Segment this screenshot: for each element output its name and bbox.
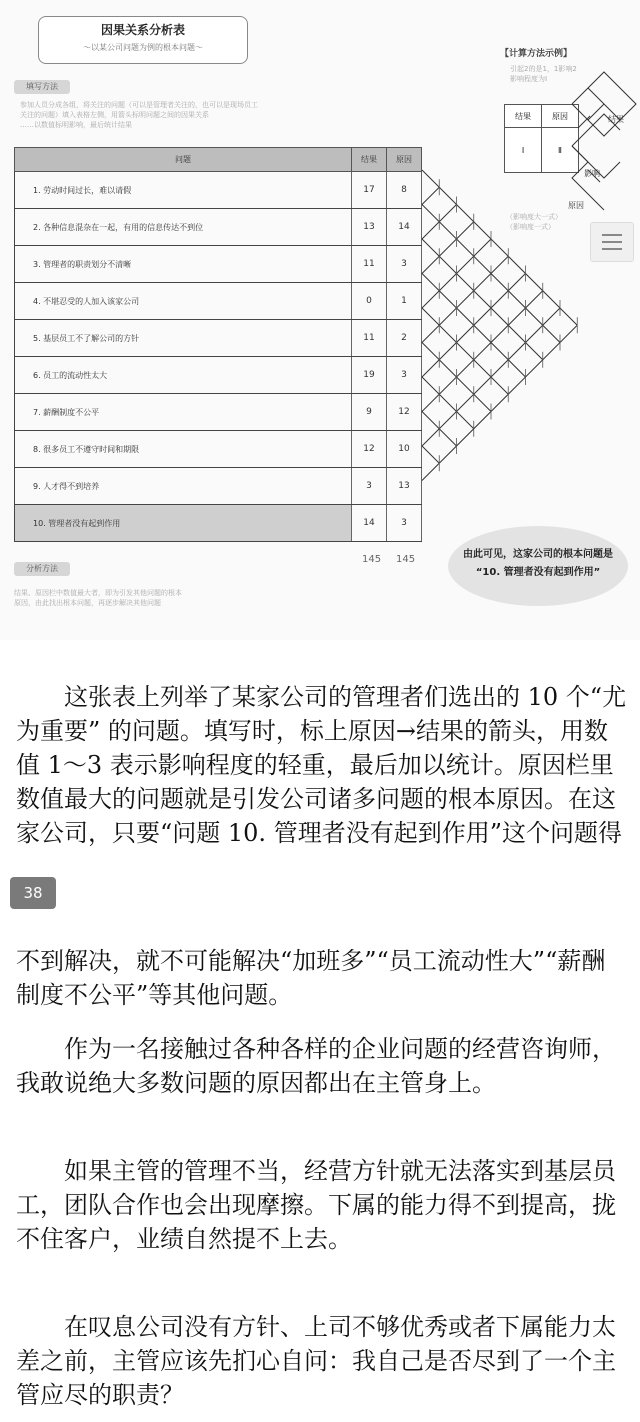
- example-header-cause: 原因: [542, 105, 579, 128]
- paragraph-text: 这张表上列举了某家公司的管理者们选出的 10 个“尤为重要” 的问题。填写时，标上原因→结果的箭头，用数值 1～3 表示影响程度的轻重，最后加以统计。原因栏里数值最大的问题就是引发公司诸多问题的根本原因。在这家公司，只要“问题 10. 管理者没有起到作用”这个问题得: [16, 683, 627, 847]
- table-row: [15, 172, 422, 209]
- lattice-line: [422, 308, 560, 446]
- example-note-top: [510, 64, 577, 84]
- fill-method-label: 填写方法: [14, 80, 70, 94]
- result-cell: 0: [352, 283, 387, 320]
- table-row: [15, 468, 422, 505]
- analysis-method-note: [14, 588, 182, 608]
- figure-subtitle: ～以某公司问题为例的根本问题～: [83, 43, 203, 52]
- analysis-method-label: 分析方法: [14, 562, 70, 576]
- column-header-result: 结果: [352, 148, 387, 172]
- example-note-line: 引起2的是1，1影响2: [510, 65, 577, 73]
- fill-method-note: [20, 100, 258, 130]
- menu-icon: [602, 248, 622, 250]
- lattice-line: [422, 170, 577, 325]
- lattice-line: [422, 274, 526, 378]
- table-row: [15, 431, 422, 468]
- result-cell: 11: [352, 246, 387, 283]
- issue-cell: 9. 人才得不到培养: [15, 468, 352, 505]
- lattice-line: [422, 187, 439, 204]
- table-row: [15, 283, 422, 320]
- issue-cell: 7. 薪酬制度不公平: [15, 394, 352, 431]
- table-row: [15, 209, 422, 246]
- fill-note-line: 关注的问题）填入表格左侧，用箭头标明问题之间的因果关系: [20, 111, 209, 119]
- cause-cell: 3: [387, 357, 422, 394]
- lattice-line: [422, 239, 491, 308]
- example-note-line: （影响度大一式）: [506, 213, 562, 221]
- cause-cell: 3: [387, 505, 422, 542]
- cause-cell: 2: [387, 320, 422, 357]
- result-cell: 12: [352, 431, 387, 468]
- cause-cell: 1: [387, 283, 422, 320]
- result-cell: 11: [352, 320, 387, 357]
- example-table: [504, 104, 579, 173]
- issue-cell: 2. 各种信息混杂在一起，有用的信息传达不到位: [15, 209, 352, 246]
- figure-image: [0, 0, 640, 640]
- example-header-result: 结果: [505, 105, 542, 128]
- conclusion-line: “10. 管理者没有起到作用”: [475, 567, 601, 578]
- cause-cell: 10: [387, 431, 422, 468]
- cause-cell: 12: [387, 394, 422, 431]
- lattice-line: [422, 325, 577, 480]
- table-row: [15, 357, 422, 394]
- body-paragraph-2: [16, 1032, 628, 1100]
- lattice-line: [422, 256, 508, 342]
- cause-cell: 8: [387, 172, 422, 209]
- body-paragraph-1b: [16, 944, 628, 1012]
- lattice-line: [422, 377, 474, 429]
- example-value-result: Ⅰ: [505, 128, 542, 173]
- figure-title-box: [38, 16, 248, 64]
- result-cell: 13: [352, 209, 387, 246]
- cause-cell: 14: [387, 209, 422, 246]
- issue-cell: 4. 不堪忍受的人加入该家公司: [15, 283, 352, 320]
- issue-cell: 6. 员工的流动性太大: [15, 357, 352, 394]
- issue-cell: 3. 管理者的职责划分不清晰: [15, 246, 352, 283]
- cause-effect-table: [14, 147, 422, 542]
- analysis-note-line: 原因，由此找出根本问题，再逐步解决其他问题: [14, 599, 161, 607]
- example-title: 【计算方法示例】: [500, 49, 573, 59]
- paragraph-text: 如果主管的管理不当，经营方针就无法落实到基层员工，团队合作也会出现摩擦。下属的能力得不到提高，拢不住客户，业绩自然提不上去。: [16, 1157, 616, 1253]
- conclusion-callout: [448, 526, 628, 606]
- example-note-line: （影响度一式）: [506, 223, 555, 231]
- example-header-row: [505, 105, 579, 128]
- lattice-line: [422, 291, 543, 412]
- table-row: [15, 320, 422, 357]
- lattice-line: [422, 343, 491, 412]
- lattice-line: [422, 222, 474, 274]
- cause-total: 145: [396, 554, 416, 565]
- body-paragraph-1a: [16, 680, 628, 850]
- table-header-row: [15, 148, 422, 172]
- paragraph-text: 不到解决，就不可能解决“加班多”“员工流动性大”“薪酬制度不公平”等其他问题。: [16, 947, 606, 1009]
- column-header-cause: 原因: [387, 148, 422, 172]
- lattice-line: [422, 308, 508, 394]
- figure-title: 因果关系分析表: [100, 23, 185, 37]
- menu-icon: [602, 234, 622, 236]
- example-value-cause: Ⅱ: [542, 128, 579, 173]
- cause-cell: 3: [387, 246, 422, 283]
- menu-icon: [602, 241, 622, 243]
- lattice-line: [422, 412, 457, 447]
- issue-cell: 5. 基层员工不了解公司的方针: [15, 320, 352, 357]
- result-cell: 3: [352, 468, 387, 505]
- analysis-note-line: 结果、原因栏中数值最大者，即为引发其他问题的根本: [14, 589, 182, 597]
- result-cell: 19: [352, 357, 387, 394]
- lattice-line: [422, 274, 526, 378]
- example-label-influence: 影响: [584, 169, 600, 178]
- column-header-issue: 问题: [15, 148, 352, 172]
- example-value-row: [505, 128, 579, 173]
- lattice-line: [422, 205, 457, 240]
- fill-note-line: 参加人员分成各组，将关注的问题（可以是管理者关注的，也可以是现场员工: [20, 101, 258, 109]
- page-number-badge: 38: [10, 877, 56, 909]
- example-note-bottom: [506, 212, 562, 232]
- table-row-highlighted: [15, 505, 422, 542]
- result-cell: 14: [352, 505, 387, 542]
- lattice-line: [422, 446, 439, 463]
- cause-cell: 13: [387, 468, 422, 505]
- result-total: 145: [362, 554, 382, 565]
- paragraph-text: 作为一名接触过各种各样的企业问题的经营咨询师，我敢说绝大多数问题的原因都出在主管身上。: [16, 1035, 616, 1097]
- example-label-cause: 原因: [568, 201, 584, 210]
- lattice-line: [422, 239, 543, 360]
- example-label-result: 结果: [608, 115, 624, 124]
- table-row: [15, 394, 422, 431]
- table-row: [15, 246, 422, 283]
- fill-note-line: ……以数值标明影响，最后统计结果: [20, 121, 132, 129]
- issue-cell: 1. 劳动时间过长，难以请假: [15, 172, 352, 209]
- result-cell: 9: [352, 394, 387, 431]
- body-paragraph-3: [16, 1154, 628, 1256]
- issue-cell: 8. 很多员工不遵守时间和期限: [15, 431, 352, 468]
- menu-button[interactable]: [590, 222, 634, 262]
- paragraph-text: 在叹息公司没有方针、上司不够优秀或者下属能力太差之前，主管应该先扪心自问：我自己是否尽到了一个主管应尽的职责？: [16, 1313, 616, 1409]
- conclusion-line: 由此可见，这家公司的根本问题是: [463, 549, 613, 560]
- body-paragraph-4: [16, 1310, 628, 1412]
- result-cell: 17: [352, 172, 387, 209]
- issue-cell: 10. 管理者没有起到作用: [15, 505, 352, 542]
- example-note-line: 影响程度为Ⅰ: [510, 75, 548, 83]
